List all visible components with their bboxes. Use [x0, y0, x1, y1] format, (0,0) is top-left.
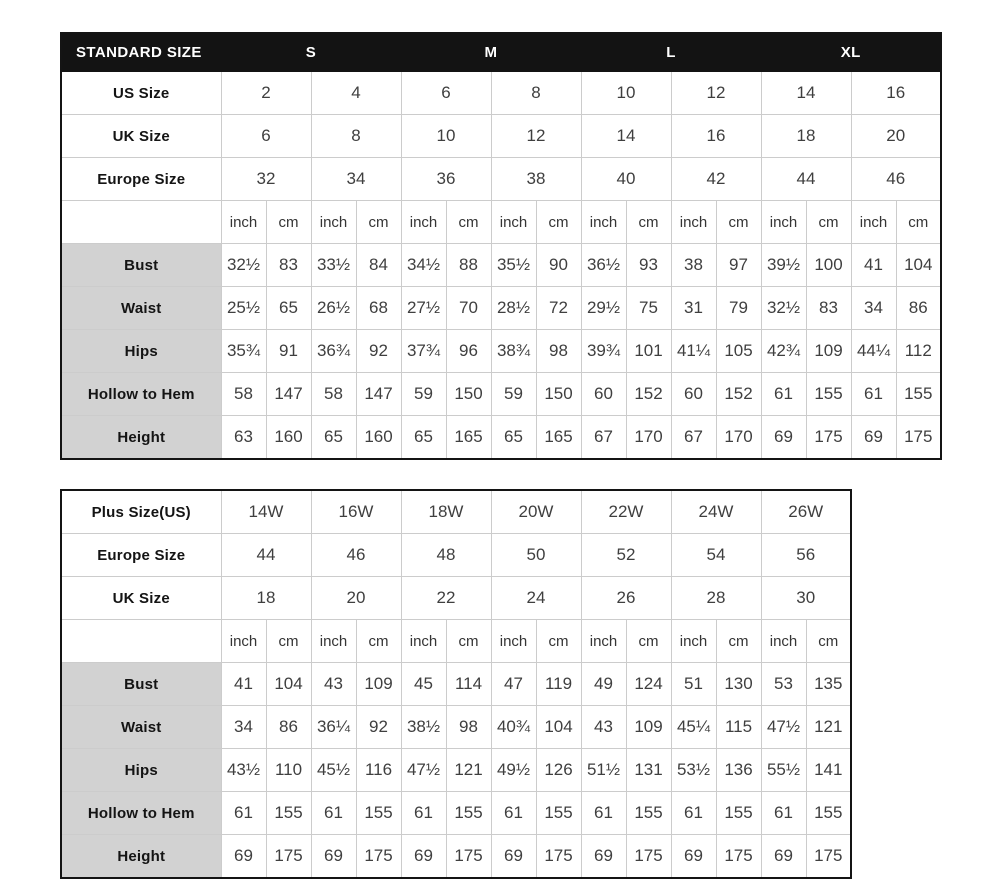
measure-cell: 60	[671, 373, 716, 416]
measure-cell: 83	[806, 287, 851, 330]
measure-cell: 175	[716, 835, 761, 879]
size-row	[61, 534, 851, 577]
measure-cell: 41¼	[671, 330, 716, 373]
measure-cell: 58	[311, 373, 356, 416]
size-cell: 52	[581, 534, 671, 577]
measure-cell: 53	[761, 663, 806, 706]
measure-cell: 155	[536, 792, 581, 835]
unit-cell: cm	[896, 201, 941, 244]
row-label: Height	[61, 416, 221, 460]
unit-cell: cm	[446, 201, 491, 244]
measure-cell: 155	[806, 792, 851, 835]
unit-cell: inch	[581, 201, 626, 244]
measure-cell: 69	[761, 835, 806, 879]
measure-cell: 59	[401, 373, 446, 416]
size-cell: 18	[221, 577, 311, 620]
measure-row	[61, 330, 941, 373]
measure-cell: 63	[221, 416, 266, 460]
size-cell: 6	[221, 115, 311, 158]
measure-cell: 104	[896, 244, 941, 287]
unit-cell: cm	[536, 620, 581, 663]
row-label: Europe Size	[61, 534, 221, 577]
measure-cell: 67	[581, 416, 626, 460]
measure-cell: 69	[221, 835, 266, 879]
measure-cell: 105	[716, 330, 761, 373]
measure-cell: 61	[311, 792, 356, 835]
row-label: UK Size	[61, 115, 221, 158]
measure-cell: 90	[536, 244, 581, 287]
size-cell: 24W	[671, 490, 761, 534]
measure-cell: 126	[536, 749, 581, 792]
unit-cell: inch	[671, 620, 716, 663]
row-label: Europe Size	[61, 158, 221, 201]
measure-cell: 49	[581, 663, 626, 706]
measure-cell: 101	[626, 330, 671, 373]
unit-cell: cm	[626, 201, 671, 244]
measure-cell: 34½	[401, 244, 446, 287]
unit-cell: inch	[401, 201, 446, 244]
measure-cell: 36¾	[311, 330, 356, 373]
measure-cell: 124	[626, 663, 671, 706]
measure-cell: 69	[671, 835, 716, 879]
size-row	[61, 72, 941, 115]
unit-cell: inch	[671, 201, 716, 244]
unit-cell: inch	[221, 620, 266, 663]
measure-cell: 131	[626, 749, 671, 792]
measure-cell: 38	[671, 244, 716, 287]
measure-cell: 84	[356, 244, 401, 287]
unit-cell: inch	[221, 201, 266, 244]
standard-size-table	[60, 32, 942, 460]
size-cell: 44	[221, 534, 311, 577]
measure-cell: 61	[581, 792, 626, 835]
measure-cell: 116	[356, 749, 401, 792]
measure-cell: 65	[311, 416, 356, 460]
measure-cell: 104	[536, 706, 581, 749]
measure-cell: 155	[896, 373, 941, 416]
measure-cell: 27½	[401, 287, 446, 330]
size-cell: 20	[311, 577, 401, 620]
measure-cell: 65	[401, 416, 446, 460]
size-cell: 10	[581, 72, 671, 115]
unit-cell: cm	[356, 201, 401, 244]
measure-cell: 59	[491, 373, 536, 416]
measure-cell: 32½	[221, 244, 266, 287]
size-cell: 14W	[221, 490, 311, 534]
measure-cell: 67	[671, 416, 716, 460]
measure-row	[61, 244, 941, 287]
size-cell: 54	[671, 534, 761, 577]
unit-cell: cm	[266, 201, 311, 244]
size-cell: 44	[761, 158, 851, 201]
measure-cell: 83	[266, 244, 311, 287]
size-cell: 56	[761, 534, 851, 577]
measure-cell: 39½	[761, 244, 806, 287]
row-label: Hollow to Hem	[61, 792, 221, 835]
size-cell: 40	[581, 158, 671, 201]
size-cell: 8	[491, 72, 581, 115]
measure-cell: 109	[806, 330, 851, 373]
measure-cell: 69	[491, 835, 536, 879]
measure-cell: 147	[266, 373, 311, 416]
measure-cell: 88	[446, 244, 491, 287]
measure-cell: 65	[266, 287, 311, 330]
measure-cell: 41	[851, 244, 896, 287]
row-label: UK Size	[61, 577, 221, 620]
measure-row	[61, 663, 851, 706]
measure-cell: 155	[806, 373, 851, 416]
unit-cell: cm	[806, 201, 851, 244]
measure-cell: 38¾	[491, 330, 536, 373]
size-row	[61, 158, 941, 201]
measure-cell: 175	[446, 835, 491, 879]
measure-cell: 43	[581, 706, 626, 749]
measure-cell: 165	[446, 416, 491, 460]
measure-cell: 51½	[581, 749, 626, 792]
measure-cell: 49½	[491, 749, 536, 792]
measure-row	[61, 287, 941, 330]
measure-cell: 36½	[581, 244, 626, 287]
size-cell: 50	[491, 534, 581, 577]
row-label: Hips	[61, 749, 221, 792]
measure-cell: 61	[671, 792, 716, 835]
size-cell: 22W	[581, 490, 671, 534]
measure-cell: 155	[266, 792, 311, 835]
size-cell: 18W	[401, 490, 491, 534]
size-cell: 22	[401, 577, 491, 620]
measure-cell: 150	[446, 373, 491, 416]
measure-cell: 40¾	[491, 706, 536, 749]
row-label: Hips	[61, 330, 221, 373]
row-label: Height	[61, 835, 221, 879]
unit-cell: cm	[356, 620, 401, 663]
measure-cell: 175	[356, 835, 401, 879]
plus-size-table	[60, 489, 852, 879]
measure-cell: 175	[806, 835, 851, 879]
size-cell: 46	[311, 534, 401, 577]
measure-cell: 61	[491, 792, 536, 835]
unit-cell: cm	[716, 201, 761, 244]
measure-cell: 42¾	[761, 330, 806, 373]
row-label: Plus Size(US)	[61, 490, 221, 534]
measure-cell: 51	[671, 663, 716, 706]
measure-row	[61, 792, 851, 835]
measure-cell: 110	[266, 749, 311, 792]
measure-cell: 65	[491, 416, 536, 460]
measure-cell: 55½	[761, 749, 806, 792]
size-group-header: L	[581, 33, 761, 72]
size-cell: 2	[221, 72, 311, 115]
size-group-header: M	[401, 33, 581, 72]
measure-row	[61, 373, 941, 416]
measure-cell: 96	[446, 330, 491, 373]
measure-cell: 141	[806, 749, 851, 792]
measure-cell: 91	[266, 330, 311, 373]
size-cell: 6	[401, 72, 491, 115]
measure-cell: 35½	[491, 244, 536, 287]
measure-cell: 121	[806, 706, 851, 749]
size-cell: 4	[311, 72, 401, 115]
measure-cell: 170	[626, 416, 671, 460]
size-cell: 24	[491, 577, 581, 620]
measure-cell: 135	[806, 663, 851, 706]
measure-cell: 79	[716, 287, 761, 330]
measure-cell: 43	[311, 663, 356, 706]
measure-cell: 47	[491, 663, 536, 706]
measure-cell: 86	[266, 706, 311, 749]
size-cell: 32	[221, 158, 311, 201]
measure-cell: 44¼	[851, 330, 896, 373]
size-cell: 12	[671, 72, 761, 115]
measure-cell: 175	[896, 416, 941, 460]
measure-cell: 61	[761, 792, 806, 835]
measure-cell: 175	[806, 416, 851, 460]
measure-cell: 36¼	[311, 706, 356, 749]
measure-cell: 45½	[311, 749, 356, 792]
measure-cell: 69	[761, 416, 806, 460]
measure-cell: 35¾	[221, 330, 266, 373]
table-title: STANDARD SIZE	[61, 33, 221, 72]
measure-cell: 53½	[671, 749, 716, 792]
size-cell: 28	[671, 577, 761, 620]
measure-cell: 160	[266, 416, 311, 460]
size-cell: 46	[851, 158, 941, 201]
measure-cell: 155	[446, 792, 491, 835]
row-label: Bust	[61, 244, 221, 287]
measure-cell: 98	[536, 330, 581, 373]
measure-cell: 41	[221, 663, 266, 706]
unit-cell: cm	[446, 620, 491, 663]
size-row	[61, 490, 851, 534]
measure-cell: 165	[536, 416, 581, 460]
measure-cell: 114	[446, 663, 491, 706]
row-label-empty	[61, 620, 221, 663]
row-label: US Size	[61, 72, 221, 115]
measure-cell: 58	[221, 373, 266, 416]
unit-cell: inch	[311, 620, 356, 663]
measure-cell: 92	[356, 706, 401, 749]
unit-cell: inch	[491, 620, 536, 663]
measure-cell: 97	[716, 244, 761, 287]
unit-cell: cm	[806, 620, 851, 663]
measure-cell: 37¾	[401, 330, 446, 373]
measure-cell: 61	[761, 373, 806, 416]
row-label-empty	[61, 201, 221, 244]
measure-cell: 61	[221, 792, 266, 835]
table-banner-row	[61, 33, 941, 72]
measure-cell: 109	[356, 663, 401, 706]
measure-cell: 32½	[761, 287, 806, 330]
size-cell: 48	[401, 534, 491, 577]
measure-cell: 28½	[491, 287, 536, 330]
measure-cell: 69	[311, 835, 356, 879]
size-cell: 12	[491, 115, 581, 158]
measure-cell: 112	[896, 330, 941, 373]
measure-cell: 175	[626, 835, 671, 879]
unit-cell: cm	[716, 620, 761, 663]
unit-row	[61, 201, 941, 244]
measure-cell: 75	[626, 287, 671, 330]
row-label: Waist	[61, 287, 221, 330]
measure-cell: 68	[356, 287, 401, 330]
measure-cell: 45	[401, 663, 446, 706]
measure-row	[61, 749, 851, 792]
measure-cell: 38½	[401, 706, 446, 749]
measure-cell: 155	[716, 792, 761, 835]
measure-row	[61, 835, 851, 879]
measure-cell: 155	[356, 792, 401, 835]
measure-cell: 121	[446, 749, 491, 792]
measure-cell: 175	[266, 835, 311, 879]
measure-cell: 60	[581, 373, 626, 416]
unit-cell: cm	[536, 201, 581, 244]
size-cell: 30	[761, 577, 851, 620]
measure-cell: 147	[356, 373, 401, 416]
measure-cell: 39¾	[581, 330, 626, 373]
measure-cell: 136	[716, 749, 761, 792]
measure-cell: 119	[536, 663, 581, 706]
measure-cell: 29½	[581, 287, 626, 330]
size-cell: 26	[581, 577, 671, 620]
row-label: Bust	[61, 663, 221, 706]
measure-cell: 86	[896, 287, 941, 330]
measure-cell: 61	[851, 373, 896, 416]
measure-cell: 115	[716, 706, 761, 749]
measure-cell: 98	[446, 706, 491, 749]
measure-cell: 45¼	[671, 706, 716, 749]
size-cell: 14	[761, 72, 851, 115]
measure-cell: 104	[266, 663, 311, 706]
unit-row	[61, 620, 851, 663]
size-cell: 20	[851, 115, 941, 158]
measure-cell: 34	[221, 706, 266, 749]
measure-cell: 72	[536, 287, 581, 330]
measure-cell: 61	[401, 792, 446, 835]
measure-cell: 92	[356, 330, 401, 373]
size-cell: 34	[311, 158, 401, 201]
measure-cell: 25½	[221, 287, 266, 330]
unit-cell: inch	[851, 201, 896, 244]
unit-cell: cm	[266, 620, 311, 663]
size-cell: 10	[401, 115, 491, 158]
measure-cell: 175	[536, 835, 581, 879]
measure-cell: 43½	[221, 749, 266, 792]
size-cell: 16W	[311, 490, 401, 534]
unit-cell: inch	[761, 201, 806, 244]
unit-cell: inch	[761, 620, 806, 663]
measure-cell: 34	[851, 287, 896, 330]
size-row	[61, 115, 941, 158]
measure-cell: 47½	[401, 749, 446, 792]
size-group-header: XL	[761, 33, 941, 72]
unit-cell: inch	[491, 201, 536, 244]
size-cell: 26W	[761, 490, 851, 534]
size-cell: 18	[761, 115, 851, 158]
measure-cell: 109	[626, 706, 671, 749]
size-cell: 38	[491, 158, 581, 201]
measure-cell: 26½	[311, 287, 356, 330]
row-label: Waist	[61, 706, 221, 749]
size-cell: 42	[671, 158, 761, 201]
measure-cell: 130	[716, 663, 761, 706]
measure-cell: 69	[851, 416, 896, 460]
measure-cell: 47½	[761, 706, 806, 749]
measure-cell: 155	[626, 792, 671, 835]
measure-cell: 31	[671, 287, 716, 330]
row-label: Hollow to Hem	[61, 373, 221, 416]
size-cell: 8	[311, 115, 401, 158]
unit-cell: inch	[311, 201, 356, 244]
measure-cell: 152	[716, 373, 761, 416]
measure-row	[61, 416, 941, 460]
size-cell: 16	[851, 72, 941, 115]
size-cell: 14	[581, 115, 671, 158]
measure-cell: 152	[626, 373, 671, 416]
measure-row	[61, 706, 851, 749]
measure-cell: 100	[806, 244, 851, 287]
measure-cell: 69	[581, 835, 626, 879]
unit-cell: inch	[581, 620, 626, 663]
unit-cell: cm	[626, 620, 671, 663]
measure-cell: 170	[716, 416, 761, 460]
size-group-header: S	[221, 33, 401, 72]
size-cell: 20W	[491, 490, 581, 534]
measure-cell: 160	[356, 416, 401, 460]
size-cell: 36	[401, 158, 491, 201]
measure-cell: 93	[626, 244, 671, 287]
measure-cell: 69	[401, 835, 446, 879]
unit-cell: inch	[401, 620, 446, 663]
size-cell: 16	[671, 115, 761, 158]
measure-cell: 33½	[311, 244, 356, 287]
measure-cell: 70	[446, 287, 491, 330]
size-row	[61, 577, 851, 620]
measure-cell: 150	[536, 373, 581, 416]
